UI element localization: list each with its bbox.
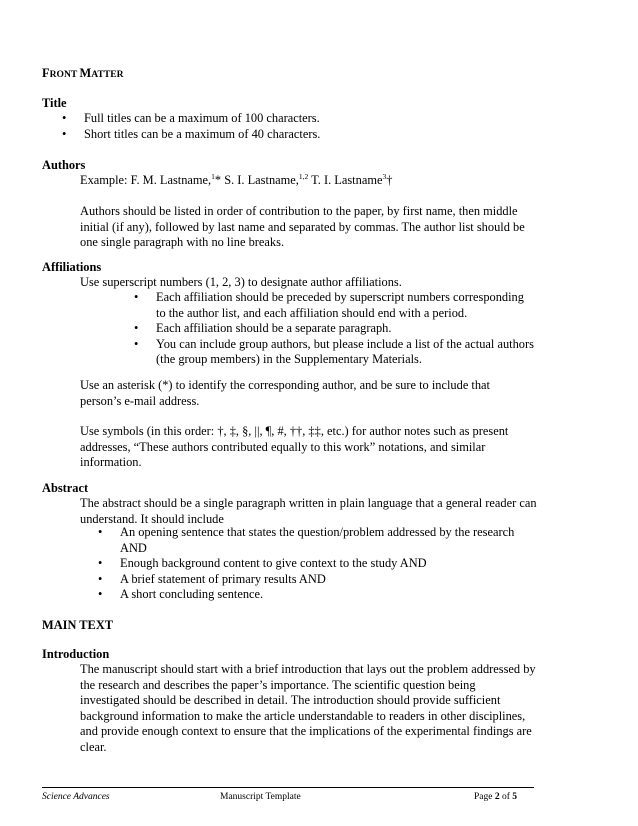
affiliations-symbols-paragraph: Use symbols (in this order: †, ‡, §, ||, ¶, #, ††, ‡‡, etc.) for author notes such as present addresses, “These authors contributed equally to this work” notations, and similar information. bbox=[80, 424, 509, 469]
bullet-icon: • bbox=[62, 126, 67, 141]
authors-example: Example: F. M. Lastname,$^1$* S. I. Lastname,$^{1,2}$ T. I. Lastname$^3$† bbox=[80, 172, 393, 187]
bullet-icon: • bbox=[134, 321, 139, 335]
list-item: • Short titles can be a maximum of 40 characters. bbox=[62, 126, 321, 141]
affiliations-intro: Use superscript numbers (1, 2, 3) to designate author affiliations. bbox=[80, 275, 402, 289]
bullet-icon: • bbox=[98, 525, 103, 539]
front-matter-heading: FRONT MATTER bbox=[42, 66, 124, 80]
list-item: • You can include group authors, but please include a list of the actual authors (the group members) in the Supplementary Materials. bbox=[134, 336, 534, 366]
affiliations-asterisk-paragraph: Use an asterisk (*) to identify the corresponding author, and be sure to include that person’s e-mail address. bbox=[80, 378, 490, 408]
list-item: • Enough background content to give context to the study AND bbox=[98, 556, 427, 570]
list-item: • Each affiliation should be a separate paragraph. bbox=[134, 321, 392, 335]
abstract-heading: Abstract bbox=[42, 481, 89, 495]
title-bullets bbox=[62, 111, 532, 142]
bullet-icon: • bbox=[62, 111, 67, 125]
abstract-bullets bbox=[98, 525, 530, 603]
list-item: • A short concluding sentence. bbox=[98, 587, 264, 601]
footer-divider bbox=[42, 787, 534, 788]
affiliations-bullets bbox=[134, 290, 534, 368]
bullet-icon: • bbox=[134, 290, 139, 304]
list-item: • Full titles can be a maximum of 100 characters. bbox=[62, 111, 320, 125]
bullet-icon: • bbox=[98, 556, 103, 570]
list-item: • Each affiliation should be preceded by superscript numbers corresponding to the author list, and each affiliation should end with a period. bbox=[134, 290, 524, 320]
footer-journal: Science Advances bbox=[42, 792, 110, 802]
footer-page-number: Page 2 of 5 bbox=[474, 792, 518, 802]
authors-paragraph: Authors should be listed in order of contribution to the paper, by first name, then middle initial (if any), followed by last name and separated by commas. The author list should be one single paragraph with no line breaks. bbox=[80, 204, 525, 249]
abstract-paragraph: The abstract should be a single paragraph written in plain language that a general reader can understand. It should include bbox=[80, 496, 537, 526]
title-heading: Title bbox=[42, 96, 67, 110]
authors-heading: Authors bbox=[42, 158, 86, 172]
list-item: • An opening sentence that states the question/problem addressed by the research AND bbox=[98, 525, 515, 555]
bullet-icon: • bbox=[98, 587, 103, 601]
footer-template: Manuscript Template bbox=[220, 792, 301, 802]
main-text-heading: MAIN TEXT bbox=[42, 618, 114, 632]
bullet-icon: • bbox=[134, 336, 139, 351]
bullet-icon: • bbox=[98, 571, 103, 586]
introduction-heading: Introduction bbox=[42, 647, 110, 661]
list-item: • A brief statement of primary results AND bbox=[98, 571, 326, 586]
affiliations-heading: Affiliations bbox=[42, 260, 102, 274]
introduction-paragraph: The manuscript should start with a brief introduction that lays out the problem addressed by the research and describes the paper’s importance. The scientific question being investigated should be described in detail. The introduction should provide sufficient background information to make the article understandable to readers in other disciplines, and provide enough context to ensure that the implications of the experimental findings are clear. bbox=[80, 662, 536, 754]
